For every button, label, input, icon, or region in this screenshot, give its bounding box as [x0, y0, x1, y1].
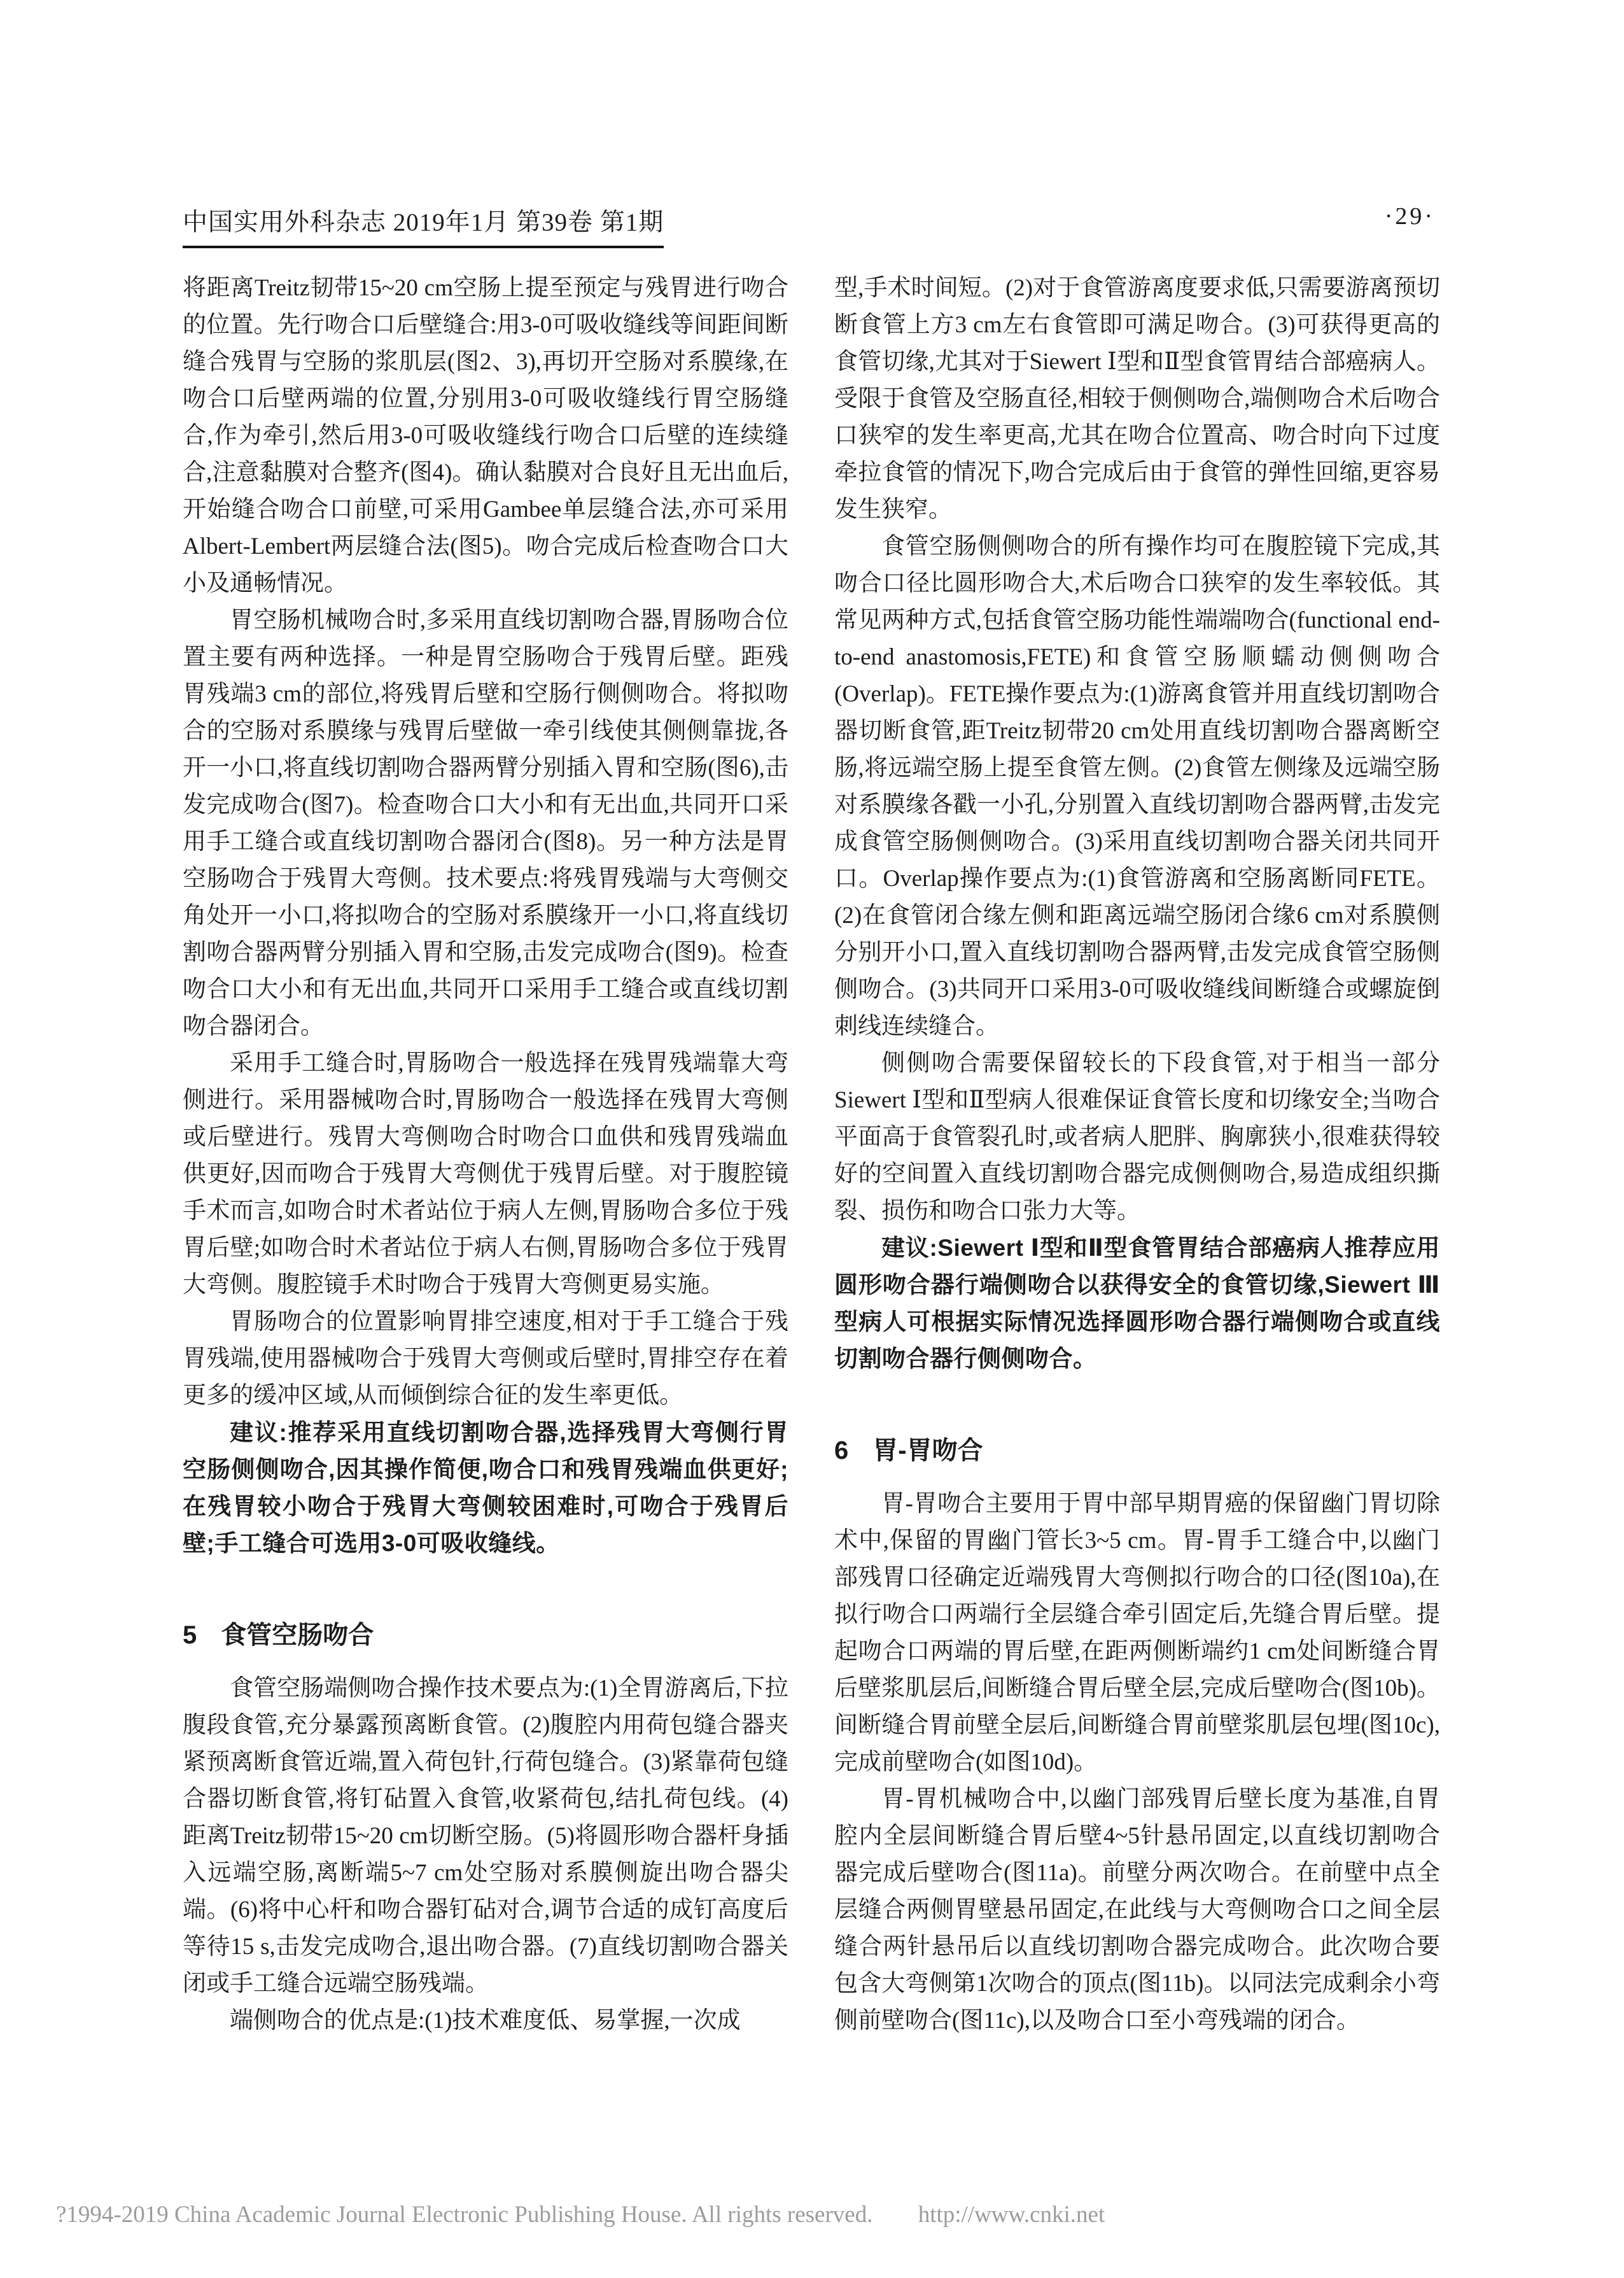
paragraph: 食管空肠侧侧吻合的所有操作均可在腹腔镜下完成,其吻合口径比圆形吻合大,术后吻合口狭窄的发生率较低。其常见两种方式,包括食管空肠功能性端端吻合(functional end-to-end anastomosis,FETE)和食管空肠顺蠕动侧侧吻合(Overlap)。FETE操作要点为:(1)游离食管并用直线切割吻合器切断食管,距Treitz韧带20 cm处用直线切割吻合器离断空肠,将远端空肠上提至食管左侧。(2)食管左侧缘及远端空肠对系膜缘各戳一小孔,分别置入直线切割吻合器两臂,击发完成食管空肠侧侧吻合。(3)采用直线切割吻合器关闭共同开口。Overlap操作要点为:(1)食管游离和空肠离断同FETE。(2)在食管闭合缘左侧和距离远端空肠闭合缘6 cm对系膜侧分别开小口,置入直线切割吻合器两臂,击发完成食管空肠侧侧吻合。(3)共同开口采用3-0可吸收缝线间断缝合或螺旋倒刺线连续缝合。 [834, 533, 1440, 1039]
section-number: 6 [834, 1437, 849, 1465]
paragraph: 食管空肠端侧吻合操作技术要点为:(1)全胃游离后,下拉腹段食管,充分暴露预离断食管。(2)腹腔内用荷包缝合器夹紧预离断食管近端,置入荷包针,行荷包缝合。(3)紧靠荷包缝合器切断食管,将钉砧置入食管,收紧荷包,结扎荷包线。(4)距离Treitz韧带15~20 cm切断空肠。(5)将圆形吻合器杆身插入远端空肠,离断端5~7 cm处空肠对系膜侧旋出吻合器尖端。(6)将中心杆和吻合器钉砧对合,调节合适的成钉高度后等待15 s,击发完成吻合,退出吻合器。(7)直线切割吻合器关闭或手工缝合远端空肠残端。 [183, 1675, 788, 1997]
paragraph: 端侧吻合的优点是:(1)技术难度低、易掌握,一次成 [230, 2007, 741, 2034]
page-header [183, 202, 1441, 248]
right-column [834, 270, 1440, 2039]
section-number: 5 [183, 1621, 197, 1649]
journal-title: 中国实用外科杂志 2019年1月 第39卷 第1期 [183, 202, 664, 248]
section-heading-5 [183, 1617, 788, 1654]
recommendation-paragraph: 建议:Siewert Ⅰ型和Ⅱ型食管胃结合部癌病人推荐应用圆形吻合器行端侧吻合以获得安全的食管切缘,Siewert Ⅲ型病人可根据实际情况选择圆形吻合器行端侧吻合或直线切割吻合器行侧侧吻合。 [834, 1235, 1440, 1372]
cnki-url: http://www.cnki.net [918, 2202, 1105, 2228]
paragraph: 胃空肠机械吻合时,多采用直线切割吻合器,胃肠吻合位置主要有两种选择。一种是胃空肠吻合于残胃后壁。距残胃残端3 cm的部位,将残胃后壁和空肠行侧侧吻合。将拟吻合的空肠对系膜缘与残胃后壁做一牵引线使其侧侧靠拢,各开一小口,将直线切割吻合器两臂分别插入胃和空肠(图6),击发完成吻合(图7)。检查吻合口大小和有无出血,共同开口采用手工缝合或直线切割吻合器闭合(图8)。另一种方法是胃空肠吻合于残胃大弯侧。技术要点:将残胃残端与大弯侧交角处开一小口,将拟吻合的空肠对系膜缘开一小口,将直线切割吻合器两臂分别插入胃和空肠,击发完成吻合(图9)。检查吻合口大小和有无出血,共同开口采用手工缝合或直线切割吻合器闭合。 [183, 607, 788, 1039]
copyright-text: ?1994-2019 China Academic Journal Electronic Publishing House. All rights reserved. [56, 2202, 873, 2228]
page-number: ·29· [1384, 203, 1435, 230]
paragraph: 采用手工缝合时,胃肠吻合一般选择在残胃残端靠大弯侧进行。采用器械吻合时,胃肠吻合一般选择在残胃大弯侧或后壁进行。残胃大弯侧吻合时吻合口血供和残胃残端血供更好,因而吻合于残胃大弯侧优于残胃后壁。对于腹腔镜手术而言,如吻合时术者站位于病人左侧,胃肠吻合多位于残胃后壁;如吻合时术者站位于病人右侧,胃肠吻合多位于残胃大弯侧。腹腔镜手术时吻合于残胃大弯侧更易实施。 [183, 1050, 788, 1298]
section-heading-6 [834, 1432, 1440, 1469]
section-title: 食管空肠吻合 [221, 1621, 374, 1649]
section-title: 胃-胃吻合 [872, 1437, 983, 1465]
recommendation-paragraph: 建议:推荐采用直线切割吻合器,选择残胃大弯侧行胃空肠侧侧吻合,因其操作简便,吻合口和残胃残端血供更好;在残胃较小吻合于残胃大弯侧较困难时,可吻合于残胃后壁;手工缝合可选用3-0可吸收缝线。 [183, 1419, 788, 1556]
paragraph: 胃肠吻合的位置影响胃排空速度,相对于手工缝合于残胃残端,使用器械吻合于残胃大弯侧或后壁时,胃排空存在着更多的缓冲区域,从而倾倒综合征的发生率更低。 [183, 1309, 788, 1409]
paragraph: 胃-胃吻合主要用于胃中部早期胃癌的保留幽门胃切除术中,保留的胃幽门管长3~5 cm。胃-胃手工缝合中,以幽门部残胃口径确定近端残胃大弯侧拟行吻合的口径(图10a),在拟行吻合口两端行全层缝合牵引固定后,先缝合胃后壁。提起吻合口两端的胃后壁,在距两侧断端约1 cm处间断缝合胃后壁浆肌层后,间断缝合胃后壁全层,完成后壁吻合(图10b)。间断缝合胃前壁全层后,间断缝合胃前壁浆肌层包埋(图10c),完成前壁吻合(如图10d)。 [834, 1491, 1440, 1775]
paragraph: 将距离Treitz韧带15~20 cm空肠上提至预定与残胃进行吻合的位置。先行吻合口后壁缝合:用3-0可吸收缝线等间距间断缝合残胃与空肠的浆肌层(图2、3),再切开空肠对系膜缘,在吻合口后壁两端的位置,分别用3-0可吸收缝线行胃空肠缝合,作为牵引,然后用3-0可吸收缝线行吻合口后壁的连续缝合,注意黏膜对合整齐(图4)。确认黏膜对合良好且无出血后,开始缝合吻合口前壁,可采用Gambee单层缝合法,亦可采用Albert-Lembert两层缝合法(图5)。吻合完成后检查吻合口大小及通畅情况。 [183, 275, 788, 596]
left-column [183, 270, 788, 2039]
paragraph: 侧侧吻合需要保留较长的下段食管,对于相当一部分Siewert Ⅰ型和Ⅱ型病人很难保证食管长度和切缘安全;当吻合平面高于食管裂孔时,或者病人肥胖、胸廓狭小,很难获得较好的空间置入直线切割吻合器完成侧侧吻合,易造成组织撕裂、损伤和吻合口张力大等。 [834, 1050, 1440, 1224]
paragraph: 胃-胃机械吻合中,以幽门部残胃后壁长度为基准,自胃腔内全层间断缝合胃后壁4~5针悬吊固定,以直线切割吻合器完成后壁吻合(图11a)。前壁分两次吻合。在前壁中点全层缝合两侧胃壁悬吊固定,在此线与大弯侧吻合口之间全层缝合两针悬吊后以直线切割吻合器完成吻合。此次吻合要包含大弯侧第1次吻合的顶点(图11b)。以同法完成剩余小弯侧前壁吻合(图11c),以及吻合口至小弯残端的闭合。 [834, 1786, 1440, 2034]
paragraph: 型,手术时间短。(2)对于食管游离度要求低,只需要游离预切断食管上方3 cm左右食管即可满足吻合。(3)可获得更高的食管切缘,尤其对于Siewert Ⅰ型和Ⅱ型食管胃结合部癌病人。受限于食管及空肠直径,相较于侧侧吻合,端侧吻合术后吻合口狭窄的发生率更高,尤其在吻合位置高、吻合时向下过度牵拉食管的情况下,吻合完成后由于食管的弹性回缩,更容易发生狭窄。 [834, 275, 1440, 523]
page-footer [56, 2201, 1571, 2228]
